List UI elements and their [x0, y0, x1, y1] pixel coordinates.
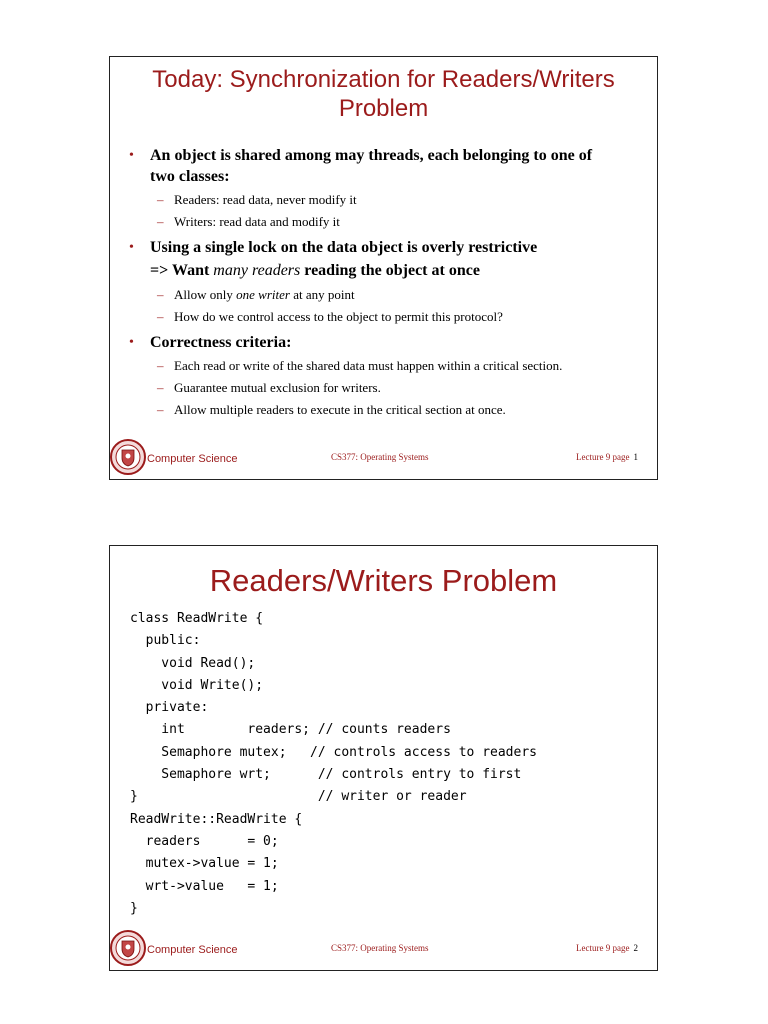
bullet-single-lock: • Using a single lock on the data object is overly restrictive: [129, 239, 538, 256]
dash-icon: –: [157, 192, 164, 207]
bullet-dot-icon: •: [129, 335, 134, 350]
sub-bullet-control-access: – How do we control access to the object to permit this protocol?: [126, 306, 643, 328]
slide-title-line-1: Today: Synchronization for Readers/Writers: [152, 66, 615, 93]
dash-icon: –: [157, 358, 164, 373]
university-seal-icon: [110, 438, 146, 476]
bullet-shared-object: • An object is shared among may threads, each belonging to one of two classes:: [129, 147, 593, 185]
code-line: Semaphore mutex; // controls access to readers: [130, 744, 537, 760]
dash-icon: –: [157, 380, 164, 395]
code-line: wrt->value = 1;: [130, 878, 279, 894]
sub-bullet-multiple-readers: – Allow multiple readers to execute in the critical section at once.: [126, 399, 643, 421]
code-line: private:: [130, 700, 209, 716]
dash-icon: –: [157, 214, 164, 229]
dash-icon: –: [157, 309, 164, 324]
university-seal-icon: [110, 929, 146, 967]
code-line: readers = 0;: [130, 833, 279, 849]
sub-bullet-mutual-exclusion: – Guarantee mutual exclusion for writers.: [126, 377, 643, 399]
code-block: [130, 608, 647, 920]
code-line: int readers; // counts readers: [130, 722, 451, 738]
lecture-page-label: Lecture 9 page 1: [576, 452, 638, 462]
slide-body: [126, 145, 643, 421]
code-line: class ReadWrite {: [130, 611, 264, 626]
dash-icon: –: [157, 402, 164, 417]
lecture-page-label: Lecture 9 page 2: [576, 943, 638, 953]
sub-bullet-one-writer: – Allow only one writer at any point: [126, 284, 643, 306]
code-line: Semaphore wrt; // controls entry to first: [130, 767, 522, 783]
bullet-correctness: • Correctness criteria:: [129, 334, 292, 351]
code-line: void Read();: [130, 655, 256, 671]
code-line: public:: [130, 633, 201, 649]
page-number: 2: [633, 943, 638, 953]
sub-bullet-critical-section: – Each read or write of the shared data must happen within a critical section.: [126, 355, 643, 377]
course-label: CS377: Operating Systems: [331, 452, 429, 462]
bullet-dot-icon: •: [129, 240, 134, 255]
page-number: 1: [633, 452, 638, 462]
code-line: }: [130, 900, 138, 916]
slide-footer: [110, 437, 657, 479]
bullet-want-many-readers: => Want many readers reading the object at once: [150, 262, 480, 279]
sub-bullet-readers: – Readers: read data, never modify it: [126, 189, 643, 211]
slide-2: [109, 545, 658, 971]
code-line: void Write();: [130, 677, 264, 693]
bullet-dot-icon: •: [129, 148, 134, 163]
slide-title: Readers/Writers Problem: [209, 563, 558, 598]
department-label: Computer Science: [147, 944, 238, 956]
slide-1: [109, 56, 658, 480]
slide-title: [110, 65, 657, 123]
slide-title-line-2: Problem: [338, 95, 429, 122]
course-label: CS377: Operating Systems: [331, 943, 429, 953]
code-line: ReadWrite::ReadWrite {: [130, 811, 303, 827]
sub-bullet-writers: – Writers: read data and modify it: [126, 211, 643, 233]
department-label: Computer Science: [147, 453, 238, 465]
dash-icon: –: [157, 287, 164, 302]
code-line: mutex->value = 1;: [130, 856, 279, 872]
code-line: } // writer or reader: [130, 789, 467, 805]
slide-footer: [110, 928, 657, 970]
